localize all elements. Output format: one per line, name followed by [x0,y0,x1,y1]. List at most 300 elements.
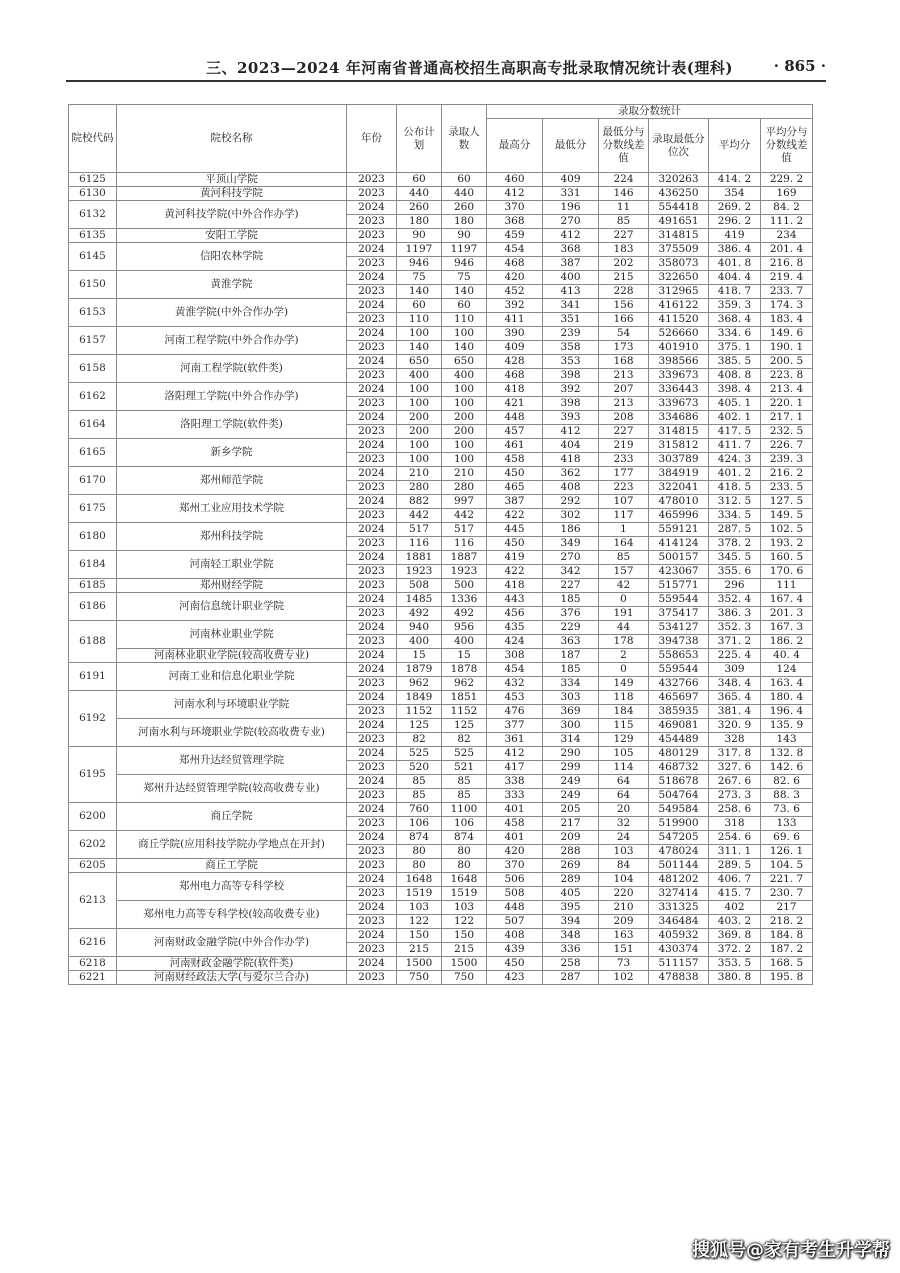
cell-admitted: 110 [442,313,487,327]
cell-max: 453 [487,691,543,705]
cell-min: 351 [543,313,599,327]
school-name: 黄淮学院(中外合作办学) [117,299,347,327]
cell-min-rank: 480129 [649,747,709,761]
cell-max: 422 [487,565,543,579]
cell-max: 450 [487,467,543,481]
school-code: 6125 [69,173,117,187]
cell-year: 2023 [347,481,397,495]
cell-avg-diff: 230. 7 [761,887,813,901]
cell-plan: 100 [397,439,442,453]
cell-min: 412 [543,229,599,243]
cell-plan: 106 [397,817,442,831]
school-code: 6213 [69,873,117,929]
school-name: 河南林业职业学院 [117,621,347,649]
cell-avg: 273. 3 [709,789,761,803]
cell-min: 398 [543,369,599,383]
cell-min: 186 [543,523,599,537]
cell-admitted: 962 [442,677,487,691]
cell-max: 387 [487,495,543,509]
cell-max: 390 [487,327,543,341]
cell-min: 393 [543,411,599,425]
cell-max: 392 [487,299,543,313]
cell-avg: 418. 7 [709,285,761,299]
table-row [69,957,813,971]
cell-admitted: 210 [442,467,487,481]
cell-min-rank: 465996 [649,509,709,523]
cell-max: 401 [487,831,543,845]
cell-year: 2023 [347,943,397,957]
cell-avg: 289. 5 [709,859,761,873]
cell-year: 2024 [347,593,397,607]
cell-min-diff: 104 [599,873,649,887]
cell-avg: 334. 5 [709,509,761,523]
cell-plan: 280 [397,481,442,495]
cell-min-rank: 401910 [649,341,709,355]
cell-max: 507 [487,915,543,929]
cell-admitted: 525 [442,747,487,761]
cell-min: 358 [543,341,599,355]
cell-plan: 400 [397,635,442,649]
cell-min-rank: 468732 [649,761,709,775]
cell-max: 448 [487,901,543,915]
cell-avg-diff: 88. 3 [761,789,813,803]
cell-min: 348 [543,929,599,943]
school-code: 6165 [69,439,117,467]
cell-avg: 418. 5 [709,481,761,495]
cell-avg: 328 [709,733,761,747]
cell-avg-diff: 104. 5 [761,859,813,873]
cell-year: 2023 [347,859,397,873]
school-code: 6157 [69,327,117,355]
cell-admitted: 956 [442,621,487,635]
school-code: 6180 [69,523,117,551]
cell-min-diff: 118 [599,691,649,705]
cell-min: 363 [543,635,599,649]
cell-plan: 200 [397,411,442,425]
cell-min-rank: 314815 [649,425,709,439]
school-code: 6221 [69,971,117,985]
cell-max: 417 [487,761,543,775]
cell-plan: 1849 [397,691,442,705]
cell-avg: 378. 2 [709,537,761,551]
cell-max: 450 [487,537,543,551]
cell-avg: 225. 4 [709,649,761,663]
cell-admitted: 106 [442,817,487,831]
cell-min: 404 [543,439,599,453]
cell-min: 368 [543,243,599,257]
table-row [69,173,813,187]
cell-year: 2023 [347,887,397,901]
cell-plan: 962 [397,677,442,691]
cell-admitted: 200 [442,411,487,425]
cell-avg-diff: 73. 6 [761,803,813,817]
cell-max: 508 [487,887,543,901]
cell-max: 448 [487,411,543,425]
cell-min: 376 [543,607,599,621]
cell-admitted: 122 [442,915,487,929]
cell-max: 460 [487,173,543,187]
cell-avg-diff: 40. 4 [761,649,813,663]
cell-avg: 405. 1 [709,397,761,411]
cell-min-rank: 312965 [649,285,709,299]
cell-year: 2024 [347,621,397,635]
cell-min: 299 [543,761,599,775]
table-row [69,229,813,243]
cell-min-rank: 346484 [649,915,709,929]
table-row [69,355,813,369]
school-name: 河南水利与环境职业学院(较高收费专业) [117,719,347,747]
cell-avg-diff: 213. 4 [761,383,813,397]
cell-min-rank: 491651 [649,215,709,229]
cell-admitted: 260 [442,201,487,215]
cell-year: 2023 [347,705,397,719]
header-plan: 公布计划 [397,105,442,173]
cell-plan: 100 [397,327,442,341]
cell-min-diff: 168 [599,355,649,369]
cell-min-diff: 2 [599,649,649,663]
cell-admitted: 80 [442,845,487,859]
cell-avg: 258. 6 [709,803,761,817]
cell-min-rank: 547205 [649,831,709,845]
cell-plan: 440 [397,187,442,201]
school-name: 郑州电力高等专科学校 [117,873,347,901]
school-name: 郑州工业应用技术学院 [117,495,347,523]
cell-plan: 1152 [397,705,442,719]
cell-min-rank: 559544 [649,593,709,607]
table-row [69,495,813,509]
cell-min-diff: 117 [599,509,649,523]
cell-admitted: 750 [442,971,487,985]
cell-min-diff: 219 [599,439,649,453]
cell-year: 2023 [347,187,397,201]
cell-min-rank: 430374 [649,943,709,957]
cell-min: 287 [543,971,599,985]
cell-max: 308 [487,649,543,663]
cell-avg: 345. 5 [709,551,761,565]
cell-admitted: 492 [442,607,487,621]
cell-min-diff: 129 [599,733,649,747]
page-title: 三、2023—2024 年河南省普通高校招生高职高专批录取情况统计表(理科) [206,59,733,77]
cell-avg-diff: 168. 5 [761,957,813,971]
cell-year: 2024 [347,957,397,971]
cell-plan: 940 [397,621,442,635]
school-name: 洛阳理工学院(软件类) [117,411,347,439]
cell-max: 461 [487,439,543,453]
cell-max: 445 [487,523,543,537]
cell-min-rank: 339673 [649,397,709,411]
page-number: · 865 · [773,57,826,75]
cell-avg-diff: 221. 7 [761,873,813,887]
cell-min-rank: 398566 [649,355,709,369]
cell-min-diff: 224 [599,173,649,187]
cell-max: 401 [487,803,543,817]
cell-avg-diff: 186. 2 [761,635,813,649]
school-name: 黄淮学院 [117,271,347,299]
cell-avg: 365. 4 [709,691,761,705]
cell-admitted: 103 [442,901,487,915]
cell-min-rank: 375509 [649,243,709,257]
cell-min-diff: 0 [599,593,649,607]
cell-year: 2024 [347,383,397,397]
table-row [69,873,813,887]
header-code: 院校代码 [69,105,117,173]
cell-plan: 525 [397,747,442,761]
cell-avg: 317. 8 [709,747,761,761]
table-row [69,327,813,341]
cell-max: 476 [487,705,543,719]
cell-min-rank: 394738 [649,635,709,649]
cell-year: 2024 [347,495,397,509]
cell-min-rank: 558653 [649,649,709,663]
cell-year: 2023 [347,733,397,747]
cell-year: 2023 [347,817,397,831]
cell-avg-diff: 127. 5 [761,495,813,509]
cell-admitted: 1100 [442,803,487,817]
cell-min: 387 [543,257,599,271]
cell-min: 205 [543,803,599,817]
cell-avg-diff: 220. 1 [761,397,813,411]
cell-max: 418 [487,383,543,397]
cell-min-rank: 559121 [649,523,709,537]
cell-plan: 150 [397,929,442,943]
cell-avg: 411. 7 [709,439,761,453]
cell-plan: 103 [397,901,442,915]
cell-plan: 1648 [397,873,442,887]
cell-avg: 254. 6 [709,831,761,845]
cell-avg-diff: 111 [761,579,813,593]
cell-year: 2023 [347,285,397,299]
header-min: 最低分 [543,119,599,173]
cell-admitted: 60 [442,299,487,313]
table-row [69,747,813,761]
cell-avg: 318 [709,817,761,831]
school-code: 6158 [69,355,117,383]
cell-year: 2024 [347,523,397,537]
cell-min: 249 [543,789,599,803]
cell-min-diff: 183 [599,243,649,257]
table-row [69,299,813,313]
cell-avg-diff: 201. 4 [761,243,813,257]
school-code: 6135 [69,229,117,243]
cell-plan: 60 [397,299,442,313]
cell-avg: 404. 4 [709,271,761,285]
cell-plan: 82 [397,733,442,747]
cell-max: 422 [487,509,543,523]
cell-min: 302 [543,509,599,523]
cell-min-diff: 227 [599,229,649,243]
cell-avg-diff: 170. 6 [761,565,813,579]
school-name: 郑州财经学院 [117,579,347,593]
cell-min-diff: 107 [599,495,649,509]
cell-year: 2023 [347,173,397,187]
cell-min-diff: 177 [599,467,649,481]
cell-min-diff: 105 [599,747,649,761]
cell-avg: 401. 2 [709,467,761,481]
cell-plan: 442 [397,509,442,523]
cell-admitted: 1152 [442,705,487,719]
cell-min-diff: 191 [599,607,649,621]
school-name: 商丘工学院 [117,859,347,873]
cell-avg-diff: 143 [761,733,813,747]
cell-min-rank: 559544 [649,663,709,677]
cell-plan: 492 [397,607,442,621]
cell-admitted: 60 [442,173,487,187]
school-name: 河南财政金融学院(中外合作办学) [117,929,347,957]
cell-year: 2023 [347,761,397,775]
cell-avg: 386. 3 [709,607,761,621]
school-code: 6153 [69,299,117,327]
cell-min: 258 [543,957,599,971]
cell-min: 412 [543,425,599,439]
cell-min-rank: 500157 [649,551,709,565]
table-row [69,971,813,985]
admission-statistics-table [68,104,813,985]
cell-avg-diff: 193. 2 [761,537,813,551]
cell-avg: 372. 2 [709,943,761,957]
cell-year: 2023 [347,635,397,649]
cell-avg-diff: 82. 6 [761,775,813,789]
cell-max: 450 [487,957,543,971]
cell-avg-diff: 233. 7 [761,285,813,299]
table-row [69,929,813,943]
school-name: 河南财政金融学院(软件类) [117,957,347,971]
cell-min-diff: 102 [599,971,649,985]
cell-max: 370 [487,859,543,873]
cell-avg-diff: 180. 4 [761,691,813,705]
cell-admitted: 100 [442,383,487,397]
cell-min: 314 [543,733,599,747]
cell-admitted: 140 [442,285,487,299]
cell-min-diff: 173 [599,341,649,355]
cell-plan: 760 [397,803,442,817]
school-name: 商丘学院 [117,803,347,831]
school-code: 6200 [69,803,117,831]
cell-min-rank: 414124 [649,537,709,551]
cell-admitted: 85 [442,775,487,789]
cell-avg-diff: 132. 8 [761,747,813,761]
table-row [69,593,813,607]
cell-year: 2024 [347,271,397,285]
cell-plan: 100 [397,383,442,397]
table-row [69,859,813,873]
cell-max: 423 [487,971,543,985]
school-code: 6205 [69,859,117,873]
cell-admitted: 521 [442,761,487,775]
cell-max: 435 [487,621,543,635]
cell-admitted: 517 [442,523,487,537]
cell-min-diff: 0 [599,663,649,677]
cell-avg: 348. 4 [709,677,761,691]
cell-avg: 402. 1 [709,411,761,425]
cell-max: 465 [487,481,543,495]
cell-min-rank: 549584 [649,803,709,817]
school-code: 6195 [69,747,117,803]
cell-plan: 140 [397,285,442,299]
school-code: 6130 [69,187,117,201]
cell-admitted: 180 [442,215,487,229]
cell-min-rank: 478838 [649,971,709,985]
school-name: 洛阳理工学院(中外合作办学) [117,383,347,411]
cell-year: 2023 [347,453,397,467]
cell-avg-diff: 195. 8 [761,971,813,985]
cell-plan: 874 [397,831,442,845]
cell-year: 2024 [347,327,397,341]
cell-admitted: 75 [442,271,487,285]
cell-admitted: 280 [442,481,487,495]
cell-avg: 327. 6 [709,761,761,775]
cell-min-rank: 481202 [649,873,709,887]
cell-min-rank: 405932 [649,929,709,943]
school-name: 黄河科技学院 [117,187,347,201]
cell-admitted: 1519 [442,887,487,901]
cell-avg: 359. 3 [709,299,761,313]
cell-year: 2023 [347,607,397,621]
cell-year: 2024 [347,775,397,789]
cell-plan: 85 [397,775,442,789]
cell-plan: 1197 [397,243,442,257]
cell-max: 459 [487,229,543,243]
page-header [66,54,826,82]
cell-plan: 100 [397,453,442,467]
cell-admitted: 15 [442,649,487,663]
cell-avg-diff: 190. 1 [761,341,813,355]
cell-avg: 369. 8 [709,929,761,943]
cell-year: 2024 [347,243,397,257]
cell-plan: 260 [397,201,442,215]
cell-min-diff: 151 [599,943,649,957]
school-code: 6185 [69,579,117,593]
cell-min-diff: 202 [599,257,649,271]
cell-min-rank: 334686 [649,411,709,425]
cell-min-rank: 554418 [649,201,709,215]
cell-min-diff: 220 [599,887,649,901]
school-name: 平顶山学院 [117,173,347,187]
cell-min-diff: 20 [599,803,649,817]
cell-year: 2023 [347,537,397,551]
school-name: 信阳农林学院 [117,243,347,271]
cell-max: 456 [487,607,543,621]
table-row [69,467,813,481]
cell-min-diff: 227 [599,425,649,439]
header-name: 院校名称 [117,105,347,173]
cell-avg: 296. 2 [709,215,761,229]
cell-min: 290 [543,747,599,761]
table-row [69,523,813,537]
cell-avg: 320. 9 [709,719,761,733]
table-row [69,187,813,201]
cell-min-rank: 518678 [649,775,709,789]
cell-min-rank: 436250 [649,187,709,201]
cell-avg-diff: 217. 1 [761,411,813,425]
cell-avg-diff: 84. 2 [761,201,813,215]
cell-min-diff: 115 [599,719,649,733]
table-row [69,691,813,705]
cell-year: 2023 [347,397,397,411]
cell-year: 2024 [347,901,397,915]
cell-admitted: 1851 [442,691,487,705]
table-row [69,439,813,453]
table-row [69,663,813,677]
cell-min: 292 [543,495,599,509]
cell-avg-diff: 142. 6 [761,761,813,775]
cell-max: 443 [487,593,543,607]
cell-avg-diff: 149. 5 [761,509,813,523]
school-name: 河南工程学院(软件类) [117,355,347,383]
cell-plan: 1881 [397,551,442,565]
cell-min: 408 [543,481,599,495]
cell-avg: 386. 4 [709,243,761,257]
cell-max: 458 [487,453,543,467]
